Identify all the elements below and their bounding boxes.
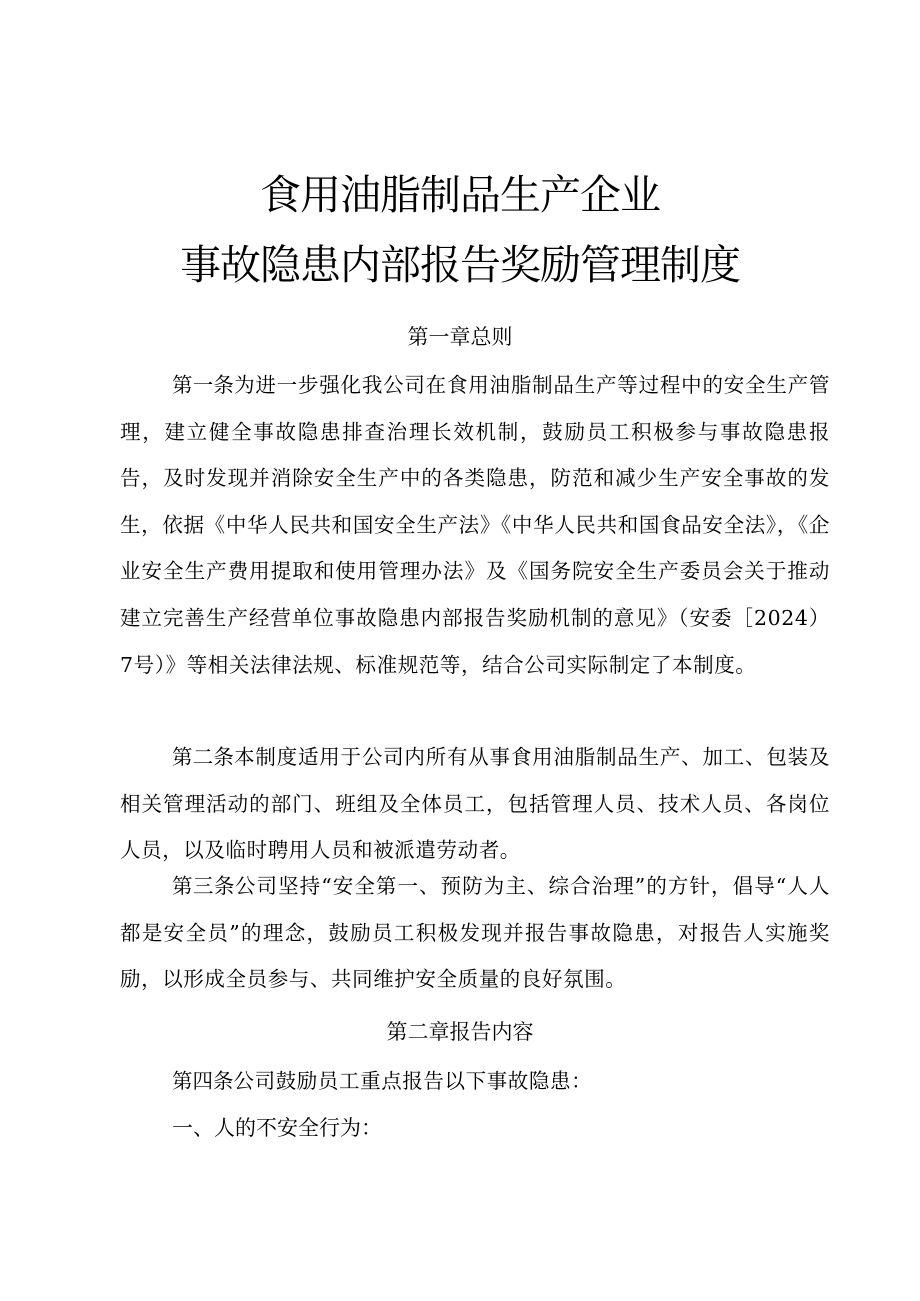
- article-1-text: 为进一步强化我公司在食用油脂制品生产等过程中的安全生产管理，建立健全事故隐患排查治理长效机制，鼓励员工积极参与事故隐患报告，及时发现并消除安全生产中的各类隐患，防范和减少生产安全事故的发生，依据《中华人民共和国安全生产法》《中华人民共和国食品安全法》，《企业安全生产费用提取和使用管理办法》及《国务院安全生产委员会关于推动建立完善生产经营单位事故隐患内部报告奖励机制的意见》（安委［2024）7号）》等相关法律法规、标准规范等，结合公司实际制定了本制度。: [120, 373, 830, 677]
- document-title-line2: 事故隐患内部报告奖励管理制度: [180, 241, 740, 289]
- article-2-text: 本制度适用于公司内所有从事食用油脂制品生产、加工、包装及相关管理活动的部门、班组及全体员工，包括管理人员、技术人员、各岗位人员，以及临时聘用人员和被派遣劳动者。: [120, 745, 830, 863]
- list-item-1-heading: 一、人的不安全行为：: [172, 1116, 382, 1140]
- article-4-label: 第四条: [172, 1069, 234, 1093]
- article-1: [120, 362, 830, 688]
- article-2: [120, 734, 830, 874]
- article-3: [120, 863, 830, 1003]
- chapter-1-heading: 第一章总则: [407, 325, 513, 349]
- article-3-text: 公司坚持“安全第一、预防为主、综合治理”的方针，倡导“人人都是安全员”的理念，鼓励员工积极发现并报告事故隐患，对报告人实施奖励，以形成全员参与、共同维护安全质量的良好氛围。: [120, 874, 830, 992]
- article-2-label: 第二条: [172, 745, 235, 769]
- article-4: [120, 1058, 830, 1105]
- article-1-label: 第一条: [172, 373, 235, 397]
- document-title-line1: 食用油脂制品生产企业: [260, 171, 660, 219]
- article-4-text: 公司鼓励员工重点报告以下事故隐患：: [233, 1069, 593, 1093]
- chapter-2-heading: 第二章报告内容: [386, 1020, 534, 1044]
- article-3-label: 第三条: [172, 874, 235, 898]
